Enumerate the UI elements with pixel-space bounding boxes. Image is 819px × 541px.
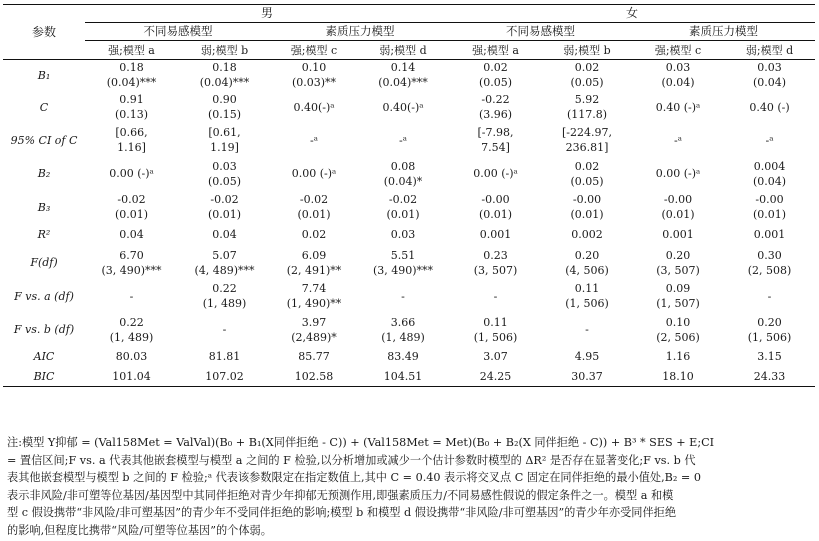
footnote-line: 的影响,但程度比携带“风险/可塑等位基因”的个体弱。 (7, 523, 272, 537)
table-cell (632, 224, 724, 246)
table-cell (178, 280, 271, 313)
table-body (3, 60, 815, 387)
table-cell (271, 280, 357, 313)
cell-estimate: 0.00 (-)ᵃ (473, 167, 518, 180)
table-cell (449, 313, 542, 347)
table-row (3, 157, 815, 191)
table-row (3, 224, 815, 246)
cell-estimate: 0.40(-)ᵃ (382, 100, 424, 114)
cell-stat: (0.01) (570, 208, 604, 221)
table-cell (357, 124, 449, 157)
cell-estimate: 0.11 (483, 315, 508, 329)
cell-stat: (0.05) (478, 76, 513, 90)
cell-estimate: -ᵃ (310, 133, 318, 147)
cell-estimate: 0.10 (301, 61, 327, 75)
table-cell (724, 124, 815, 157)
table-cell (178, 157, 271, 191)
cell-stat: (3, 490)*** (101, 263, 162, 277)
cell-stat: (2, 506) (656, 330, 700, 344)
table-cell (85, 191, 178, 224)
table-cell (357, 157, 449, 191)
table-cell (632, 91, 724, 124)
table-row (3, 91, 815, 124)
table-row (3, 313, 815, 347)
cell-estimate: 0.09 (665, 282, 691, 295)
table-cell (85, 224, 178, 246)
cell-stat: (0.04) (752, 174, 787, 188)
table-cell (449, 246, 542, 280)
cell-stat: (2, 508) (747, 263, 792, 277)
cell-stat: (1, 489) (202, 297, 247, 310)
cell-stat: (0.01) (114, 208, 149, 221)
table-cell (85, 347, 178, 367)
table-cell (271, 367, 357, 387)
cell-stat: (0.01) (386, 208, 420, 221)
cell-stat: (0.04)* (383, 174, 423, 188)
cell-estimate: 0.10 (665, 315, 691, 329)
table-cell (542, 124, 632, 157)
table-cell (542, 91, 632, 124)
table-cell (449, 280, 542, 313)
cell-estimate: [0.66, (115, 126, 148, 139)
table-cell (271, 246, 357, 280)
cell-stat: (0.01) (752, 208, 787, 221)
param-header: 参数 (3, 5, 85, 60)
female-header: 女 (449, 5, 815, 23)
cell-estimate: -0.00 (755, 193, 784, 206)
sub-header: 强;模型 c (290, 43, 338, 57)
cell-stat: (0.05) (207, 174, 242, 188)
table-cell (449, 224, 542, 246)
cell-estimate: 0.02 (574, 159, 600, 173)
cell-estimate: 0.03 (757, 61, 782, 75)
table-cell (632, 313, 724, 347)
cell-stat: (3, 507) (473, 263, 518, 277)
footnote-line: 注:模型 Y抑郁 = (Val158Met = ValVal)(B₀ + B₁(X同伴拒绝 - C)) + (Val158Met = Met)(B₀ + B₂(X 同伴拒绝 - C)) + B³ * SES + E;CI (7, 436, 715, 449)
sub-header: 强;模型 a (472, 43, 519, 57)
row-param-label: BIC (33, 369, 55, 383)
cell-stat: (2, 491)** (286, 263, 342, 277)
row-param-label: B₁ (37, 68, 51, 82)
table-cell (271, 60, 357, 91)
cell-stat: 7.54] (481, 141, 510, 154)
cell-stat: (0.04)*** (199, 76, 250, 90)
cell-stat: (0.03)** (291, 76, 337, 90)
cell-estimate: 0.18 (212, 61, 237, 75)
cell-estimate: -ᵃ (765, 133, 774, 147)
cell-estimate: [-7.98, (477, 126, 514, 139)
cell-estimate: -0.22 (481, 93, 510, 106)
cell-estimate: 3.66 (390, 315, 416, 329)
table-cell (271, 91, 357, 124)
table-cell (449, 60, 542, 91)
cell-estimate: 5.92 (574, 93, 600, 106)
cell-estimate: 0.08 (390, 159, 416, 173)
cell-stat: (1, 489) (381, 330, 425, 344)
cell-estimate: - (493, 289, 498, 303)
cell-estimate: 0.001 (753, 228, 786, 241)
cell-estimate: 0.91 (119, 93, 144, 106)
table-cell (632, 191, 724, 224)
cell-stat: (3, 507) (656, 263, 700, 277)
cell-estimate: 0.22 (119, 315, 144, 329)
cell-stat: (0.01) (207, 208, 242, 221)
row-param-label: C (39, 100, 49, 114)
table-row (3, 60, 815, 91)
cell-stat: (1, 490)** (286, 297, 342, 310)
table-cell (449, 347, 542, 367)
table-cell (724, 367, 815, 387)
cell-estimate: 0.23 (483, 248, 508, 262)
table-cell (357, 347, 449, 367)
cell-estimate: [-224.97, (562, 126, 613, 139)
cell-stat: 1.16] (117, 141, 146, 154)
cell-estimate: 0.02 (574, 61, 600, 75)
cell-estimate: -0.00 (572, 193, 602, 206)
cell-estimate: -0.02 (388, 193, 418, 206)
table-cell (357, 60, 449, 91)
cell-stat: (1, 506) (565, 297, 609, 310)
cell-stat: (1, 506) (473, 330, 518, 344)
table-cell (542, 191, 632, 224)
cell-estimate: 0.001 (662, 228, 694, 241)
table-cell (724, 313, 815, 347)
cell-estimate: 101.04 (112, 369, 151, 383)
cell-estimate: 0.04 (212, 228, 237, 241)
table-cell (449, 124, 542, 157)
cell-stat: (4, 506) (565, 263, 609, 277)
table-cell (357, 313, 449, 347)
table-cell (542, 367, 632, 387)
table-cell (357, 191, 449, 224)
table-cell (542, 224, 632, 246)
sub-header: 弱;模型 b (563, 43, 611, 57)
table-cell (178, 124, 271, 157)
cell-estimate: -0.02 (117, 193, 146, 206)
cell-estimate: 0.18 (119, 61, 144, 75)
table-cell (542, 280, 632, 313)
cell-estimate: -0.02 (210, 193, 239, 206)
row-param-label: F(df) (30, 256, 58, 269)
cell-stat: (0.04)*** (106, 76, 157, 90)
table-cell (271, 347, 357, 367)
table-cell (449, 91, 542, 124)
cell-estimate: -0.00 (663, 193, 693, 206)
cell-estimate: 81.81 (208, 350, 241, 363)
table-row (3, 246, 815, 280)
cell-estimate: 3.07 (483, 350, 508, 363)
cell-stat: (0.05) (570, 76, 604, 90)
table-cell (449, 157, 542, 191)
sub-header: 弱;模型 d (745, 43, 794, 57)
row-param-label: R² (37, 228, 51, 241)
table-cell (85, 91, 178, 124)
cell-estimate: 0.00 (-)ᵃ (109, 167, 154, 180)
table-cell (178, 60, 271, 91)
table-cell (632, 347, 724, 367)
footnote-line: 表其他嵌套模型与模型 b 之间的 F 检验;ᵃ 代表该参数限定在指定数值上,其中 C = 0.40 表示将交叉点 C 固定在同伴拒绝的最小值处,B₂ = 0 (7, 471, 701, 484)
cell-estimate: 0.40 (-) (749, 100, 790, 114)
cell-stat: (3.96) (478, 108, 513, 121)
cell-estimate: 4.95 (574, 350, 600, 363)
cell-stat: 1.19] (210, 141, 239, 154)
table-cell (357, 91, 449, 124)
cell-estimate: 0.30 (757, 248, 782, 262)
model-group-header: 素质压力模型 (632, 23, 815, 41)
cell-estimate: 30.37 (571, 369, 603, 383)
table-cell (271, 313, 357, 347)
table-cell (85, 157, 178, 191)
cell-estimate: 5.51 (390, 248, 416, 262)
footnote-line: 型 c 假设携带“非风险/非可塑基因”的青少年不受同伴拒绝的影响;模型 b 和模型 d 假设携带“非风险/非可塑基因”的青少年亦受同伴拒绝 (7, 506, 677, 519)
cell-estimate: 0.20 (574, 248, 600, 262)
cell-estimate: 0.004 (753, 159, 786, 173)
cell-estimate: 0.20 (757, 315, 782, 329)
table-cell (271, 191, 357, 224)
model-group-header: 不同易感模型 (85, 23, 271, 41)
table-cell (724, 347, 815, 367)
cell-stat: (0.15) (207, 108, 242, 121)
cell-estimate: 0.03 (212, 159, 237, 173)
cell-estimate: 83.49 (387, 350, 419, 363)
table-cell (632, 124, 724, 157)
cell-estimate: 0.14 (390, 61, 416, 75)
cell-stat: (117.8) (566, 108, 608, 121)
cell-estimate: 0.11 (574, 282, 600, 295)
cell-estimate: 0.00 (-)ᵃ (291, 167, 337, 180)
cell-stat: (0.04) (661, 76, 695, 90)
sub-header: 弱;模型 b (200, 43, 249, 57)
cell-stat: (0.04) (752, 76, 787, 90)
table-cell (542, 246, 632, 280)
sub-header: 弱;模型 d (379, 43, 427, 57)
cell-estimate: - (401, 289, 405, 303)
table-row (3, 347, 815, 367)
cell-estimate: 6.70 (119, 248, 144, 262)
table-cell (85, 313, 178, 347)
table-cell (542, 157, 632, 191)
cell-estimate: 7.74 (301, 282, 327, 295)
results-table (3, 4, 815, 387)
table-cell (449, 191, 542, 224)
cell-stat: (1, 489) (109, 330, 154, 344)
cell-estimate: - (222, 323, 227, 336)
table-cell (178, 347, 271, 367)
table-cell (178, 313, 271, 347)
cell-estimate: 0.22 (212, 282, 237, 295)
cell-estimate: 0.03 (665, 61, 691, 75)
cell-estimate: -ᵃ (674, 133, 682, 147)
table-cell (271, 124, 357, 157)
cell-estimate: 3.97 (301, 315, 327, 329)
table-cell (178, 191, 271, 224)
cell-estimate: 104.51 (383, 369, 423, 383)
model-group-header: 素质压力模型 (271, 23, 449, 41)
cell-stat: (0.01) (297, 208, 331, 221)
table-cell (632, 157, 724, 191)
male-header: 男 (85, 5, 449, 23)
table-cell (724, 60, 815, 91)
cell-estimate: 1.16 (665, 350, 691, 363)
table-cell (178, 224, 271, 246)
table-cell (632, 60, 724, 91)
cell-estimate: 80.03 (115, 350, 148, 363)
cell-estimate: 0.02 (483, 61, 508, 75)
cell-stat: 236.81] (565, 141, 609, 154)
table-cell (271, 157, 357, 191)
cell-estimate: -0.00 (481, 193, 510, 206)
table-cell (357, 246, 449, 280)
row-param-label: B₂ (37, 167, 51, 180)
cell-stat: (2,489)* (291, 330, 337, 344)
table-cell (85, 280, 178, 313)
cell-estimate: 0.03 (390, 228, 416, 241)
cell-estimate: [0.61, (208, 126, 241, 139)
table-row (3, 280, 815, 313)
cell-estimate: -ᵃ (399, 133, 407, 147)
table-cell (85, 246, 178, 280)
table-cell (178, 367, 271, 387)
row-param-label: 95% CI of C (10, 133, 78, 147)
table-cell (178, 91, 271, 124)
table-cell (357, 280, 449, 313)
cell-estimate: - (129, 289, 134, 303)
cell-estimate: 0.40(-)ᵃ (293, 100, 335, 114)
cell-estimate: -0.02 (299, 193, 329, 206)
table-cell (542, 60, 632, 91)
cell-estimate: - (767, 289, 772, 303)
table-row (3, 124, 815, 157)
cell-stat: (0.13) (114, 108, 149, 121)
table-cell (85, 124, 178, 157)
row-param-label: AIC (33, 350, 55, 363)
table-cell (178, 246, 271, 280)
cell-estimate: 0.90 (212, 93, 237, 106)
cell-stat: (1, 507) (656, 297, 700, 310)
table-cell (724, 91, 815, 124)
table-footnote (7, 434, 813, 539)
cell-estimate: 24.25 (479, 369, 512, 383)
row-param-label: B₃ (37, 200, 51, 214)
table-cell (724, 280, 815, 313)
cell-estimate: 0.40 (-)ᵃ (655, 100, 701, 114)
table-cell (632, 280, 724, 313)
table-cell (724, 246, 815, 280)
table-row (3, 191, 815, 224)
footnote-line: = 置信区间;F vs. a 代表其他嵌套模型与模型 a 之间的 F 检验,以分析增加或减少一个估计参数时模型的 ΔR² 是否存在显著变化;F vs. b 代 (7, 453, 696, 467)
table-cell (357, 367, 449, 387)
cell-stat: (0.01) (478, 208, 513, 221)
table-cell (85, 60, 178, 91)
cell-estimate: 0.20 (665, 248, 691, 262)
cell-estimate: 0.02 (301, 228, 327, 241)
cell-estimate: 0.001 (479, 228, 512, 241)
cell-stat: (0.01) (661, 208, 695, 221)
cell-estimate: 102.58 (294, 369, 334, 383)
cell-estimate: 6.09 (301, 248, 327, 262)
table-cell (542, 313, 632, 347)
cell-estimate: 85.77 (298, 350, 330, 363)
table-cell (449, 367, 542, 387)
row-param-label: F vs. a (df) (14, 289, 74, 303)
cell-estimate: 0.00 (-)ᵃ (655, 167, 701, 180)
cell-stat: (4, 489)*** (194, 263, 255, 277)
cell-estimate: 0.002 (571, 228, 603, 241)
cell-estimate: 3.15 (757, 350, 782, 363)
table-row (3, 367, 815, 387)
cell-estimate: 5.07 (212, 248, 237, 262)
row-param-label: F vs. b (df) (13, 323, 75, 336)
cell-estimate: 18.10 (662, 369, 694, 383)
model-group-header: 不同易感模型 (449, 23, 632, 41)
sub-header: 强;模型 a (108, 43, 155, 57)
cell-stat: (0.04)*** (378, 76, 428, 90)
table-cell (357, 224, 449, 246)
table-cell (632, 367, 724, 387)
table-cell (724, 157, 815, 191)
cell-stat: (1, 506) (747, 330, 792, 344)
footnote-line: 表示非风险/非可塑等位基因/基因型中其同伴拒绝对青少年抑郁无预测作用,即强素质压力/不同易感性假说的假定条件之一。模型 a 和模 (7, 488, 674, 502)
table-cell (632, 246, 724, 280)
cell-stat: (0.05) (570, 174, 604, 188)
sub-header: 强;模型 c (654, 43, 702, 57)
table-cell (724, 191, 815, 224)
cell-estimate: - (585, 323, 589, 336)
cell-estimate: 107.02 (205, 369, 244, 383)
table-cell (724, 224, 815, 246)
table-cell (85, 367, 178, 387)
cell-stat: (3, 490)*** (372, 263, 434, 277)
cell-estimate: 24.33 (753, 369, 786, 383)
table-cell (271, 224, 357, 246)
table-cell (542, 347, 632, 367)
cell-estimate: 0.04 (119, 228, 144, 241)
